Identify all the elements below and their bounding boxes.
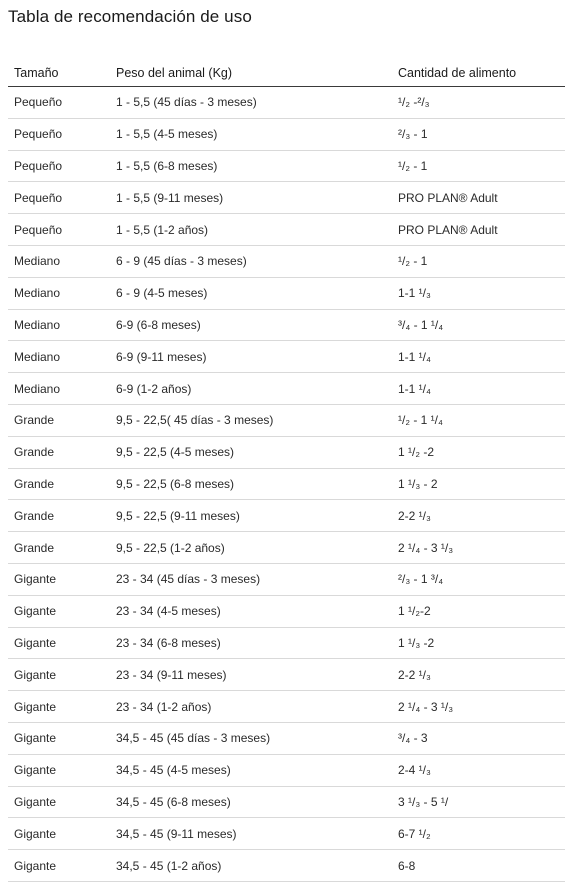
table-row: [8, 214, 565, 246]
size-cell: Mediano: [8, 341, 108, 373]
weight-cell: 23 - 34 (4-5 meses): [108, 595, 398, 627]
usage-recommendation-table: [8, 59, 565, 882]
table-row: [8, 150, 565, 182]
amount-cell: 2 ¹/₄ - 3 ¹/₃: [398, 532, 565, 564]
weight-cell: 34,5 - 45 (45 días - 3 meses): [108, 722, 398, 754]
table-row: [8, 404, 565, 436]
table-body: [8, 87, 565, 882]
size-cell: Gigante: [8, 563, 108, 595]
table-row: [8, 341, 565, 373]
table-row: [8, 532, 565, 564]
table-row: [8, 563, 565, 595]
table-row: [8, 87, 565, 119]
weight-cell: 34,5 - 45 (6-8 meses): [108, 786, 398, 818]
table-row: [8, 818, 565, 850]
amount-cell: 2-2 ¹/₃: [398, 659, 565, 691]
size-cell: Pequeño: [8, 87, 108, 119]
weight-cell: 1 - 5,5 (6-8 meses): [108, 150, 398, 182]
size-cell: Gigante: [8, 659, 108, 691]
table-header: [8, 59, 565, 87]
weight-cell: 6 - 9 (4-5 meses): [108, 277, 398, 309]
amount-cell: 1 ¹/₃ -2: [398, 627, 565, 659]
size-cell: Gigante: [8, 850, 108, 882]
weight-cell: 6 - 9 (45 días - 3 meses): [108, 245, 398, 277]
table-row: [8, 627, 565, 659]
weight-cell: 1 - 5,5 (4-5 meses): [108, 118, 398, 150]
size-cell: Mediano: [8, 309, 108, 341]
size-cell: Grande: [8, 500, 108, 532]
amount-cell: 6-8: [398, 850, 565, 882]
weight-cell: 9,5 - 22,5 (6-8 meses): [108, 468, 398, 500]
header-weight: Peso del animal (Kg): [108, 59, 398, 87]
weight-cell: 23 - 34 (45 días - 3 meses): [108, 563, 398, 595]
table-row: [8, 850, 565, 882]
amount-cell: ¹/₂ - 1 ¹/₄: [398, 404, 565, 436]
amount-cell: ²/₃ - 1: [398, 118, 565, 150]
amount-cell: 1 ¹/₃ - 2: [398, 468, 565, 500]
size-cell: Gigante: [8, 754, 108, 786]
amount-cell: 2-2 ¹/₃: [398, 500, 565, 532]
table-row: [8, 500, 565, 532]
size-cell: Grande: [8, 404, 108, 436]
amount-cell: PRO PLAN® Adult: [398, 214, 565, 246]
amount-cell: 1 ¹/₂ -2: [398, 436, 565, 468]
size-cell: Grande: [8, 436, 108, 468]
size-cell: Mediano: [8, 373, 108, 405]
size-cell: Pequeño: [8, 150, 108, 182]
amount-cell: 1-1 ¹/₃: [398, 277, 565, 309]
size-cell: Gigante: [8, 722, 108, 754]
size-cell: Grande: [8, 468, 108, 500]
weight-cell: 6-9 (1-2 años): [108, 373, 398, 405]
weight-cell: 23 - 34 (6-8 meses): [108, 627, 398, 659]
weight-cell: 1 - 5,5 (9-11 meses): [108, 182, 398, 214]
size-cell: Mediano: [8, 245, 108, 277]
weight-cell: 1 - 5,5 (1-2 años): [108, 214, 398, 246]
size-cell: Gigante: [8, 691, 108, 723]
table-row: [8, 722, 565, 754]
size-cell: Grande: [8, 532, 108, 564]
size-cell: Gigante: [8, 786, 108, 818]
table-row: [8, 373, 565, 405]
table-row: [8, 182, 565, 214]
size-cell: Gigante: [8, 595, 108, 627]
header-row: [8, 59, 565, 87]
table-row: [8, 754, 565, 786]
weight-cell: 23 - 34 (9-11 meses): [108, 659, 398, 691]
table-row: [8, 595, 565, 627]
weight-cell: 23 - 34 (1-2 años): [108, 691, 398, 723]
amount-cell: 1-1 ¹/₄: [398, 373, 565, 405]
table-row: [8, 468, 565, 500]
table-row: [8, 277, 565, 309]
size-cell: Pequeño: [8, 118, 108, 150]
weight-cell: 1 - 5,5 (45 días - 3 meses): [108, 87, 398, 119]
amount-cell: 3 ¹/₃ - 5 ¹/: [398, 786, 565, 818]
amount-cell: 1-1 ¹/₄: [398, 341, 565, 373]
size-cell: Pequeño: [8, 182, 108, 214]
table-row: [8, 309, 565, 341]
weight-cell: 9,5 - 22,5 (1-2 años): [108, 532, 398, 564]
amount-cell: 2-4 ¹/₃: [398, 754, 565, 786]
amount-cell: ²/₃ - 1 ³/₄: [398, 563, 565, 595]
weight-cell: 34,5 - 45 (9-11 meses): [108, 818, 398, 850]
amount-cell: ³/₄ - 1 ¹/₄: [398, 309, 565, 341]
weight-cell: 6-9 (9-11 meses): [108, 341, 398, 373]
weight-cell: 9,5 - 22,5 (4-5 meses): [108, 436, 398, 468]
size-cell: Gigante: [8, 818, 108, 850]
header-amount: Cantidad de alimento: [398, 59, 565, 87]
table-row: [8, 245, 565, 277]
amount-cell: PRO PLAN® Adult: [398, 182, 565, 214]
amount-cell: ³/₄ - 3: [398, 722, 565, 754]
table-row: [8, 118, 565, 150]
amount-cell: ¹/₂ - 1: [398, 150, 565, 182]
weight-cell: 34,5 - 45 (1-2 años): [108, 850, 398, 882]
size-cell: Pequeño: [8, 214, 108, 246]
amount-cell: 2 ¹/₄ - 3 ¹/₃: [398, 691, 565, 723]
weight-cell: 6-9 (6-8 meses): [108, 309, 398, 341]
table-row: [8, 659, 565, 691]
amount-cell: ¹/₂ -²/₃: [398, 87, 565, 119]
table-row: [8, 786, 565, 818]
size-cell: Gigante: [8, 627, 108, 659]
weight-cell: 34,5 - 45 (4-5 meses): [108, 754, 398, 786]
size-cell: Mediano: [8, 277, 108, 309]
amount-cell: ¹/₂ - 1: [398, 245, 565, 277]
weight-cell: 9,5 - 22,5 (9-11 meses): [108, 500, 398, 532]
header-size: Tamaño: [8, 59, 108, 87]
weight-cell: 9,5 - 22,5( 45 días - 3 meses): [108, 404, 398, 436]
table-row: [8, 436, 565, 468]
amount-cell: 1 ¹/₂-2: [398, 595, 565, 627]
page-title: Tabla de recomendación de uso: [8, 7, 252, 26]
amount-cell: 6-7 ¹/₂: [398, 818, 565, 850]
table-row: [8, 691, 565, 723]
